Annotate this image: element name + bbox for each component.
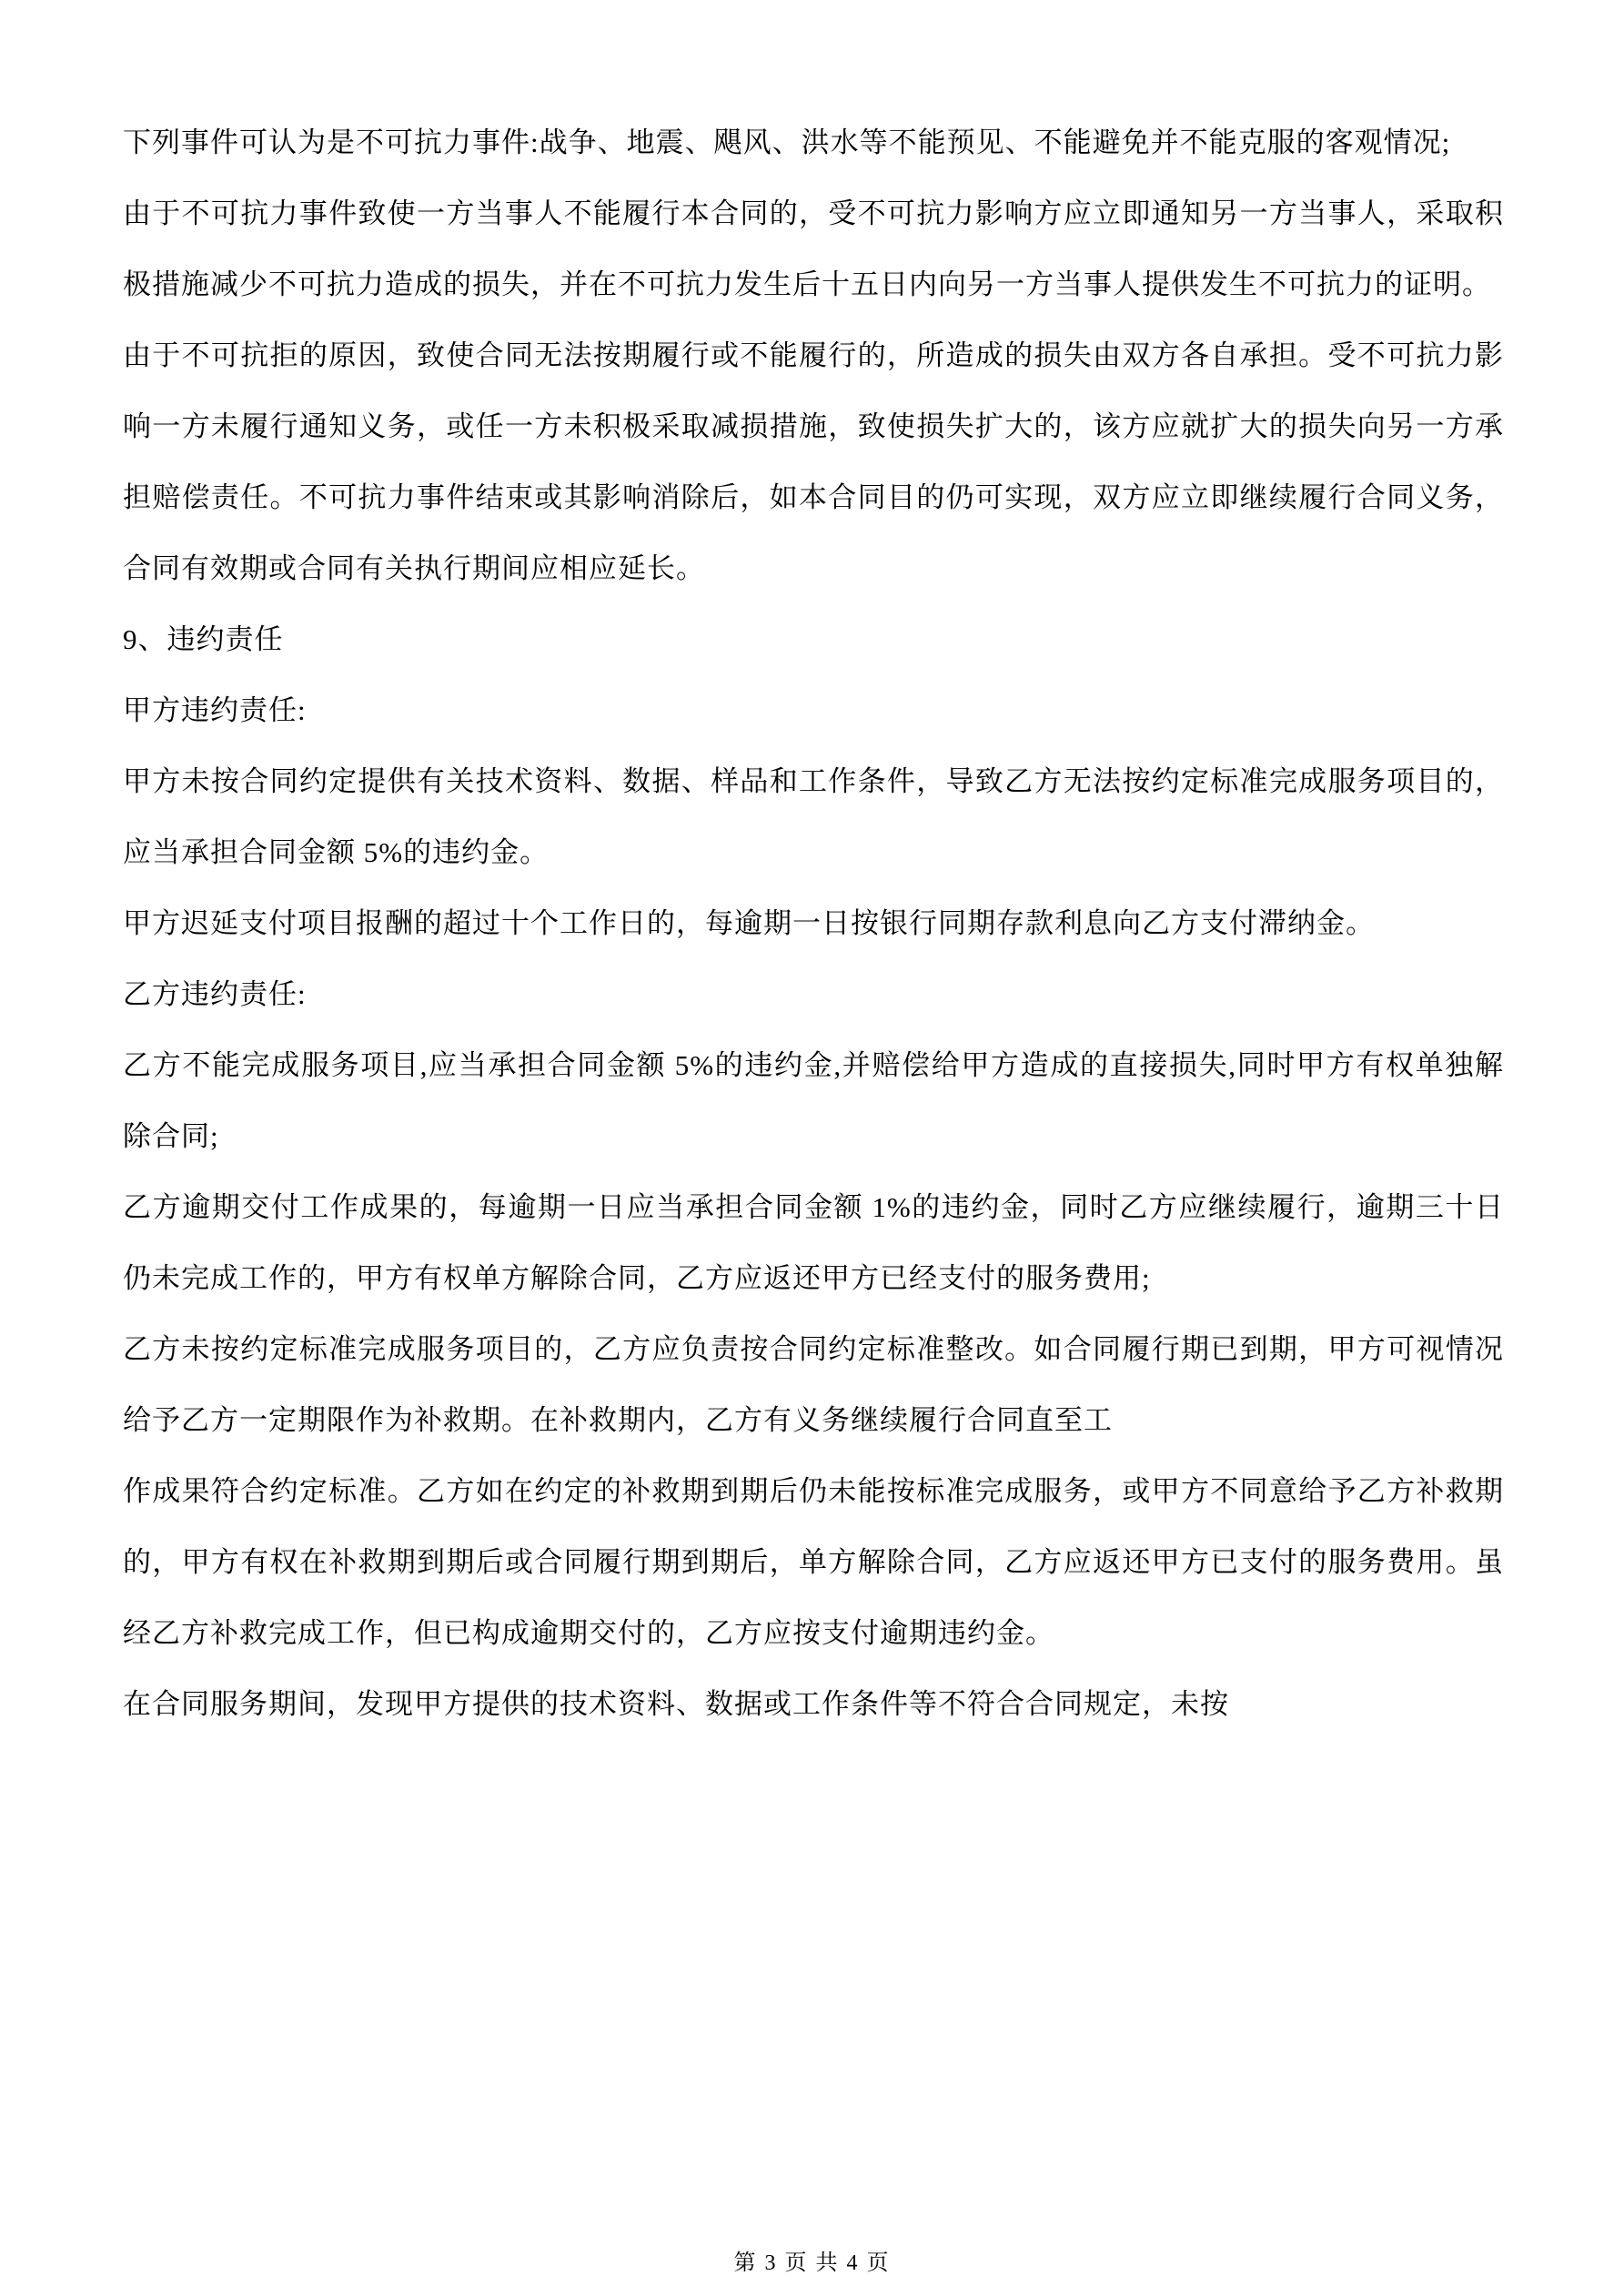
paragraph: 乙方不能完成服务项目,应当承担合同金额 5%的违约金,并赔偿给甲方造成的直接损失,同时甲方有权单独解除合同; bbox=[123, 1049, 1504, 1152]
paragraph: 乙方未按约定标准完成服务项目的，乙方应负责按合同约定标准整改。如合同履行期已到期，甲方可视情况给予乙方一定期限作为补救期。在补救期内，乙方有义务继续履行合同直至工 bbox=[123, 1333, 1504, 1436]
paragraph: 乙方逾期交付工作成果的，每逾期一日应当承担合同金额 1%的违约金，同时乙方应继续履行，逾期三十日仍未完成工作的，甲方有权单方解除合同，乙方应返还甲方已经支付的服务费用; bbox=[123, 1191, 1504, 1294]
paragraph: 在合同服务期间，发现甲方提供的技术资料、数据或工作条件等不符合合同规定，未按 bbox=[123, 1688, 1229, 1720]
paragraph: 乙方违约责任: bbox=[123, 978, 307, 1010]
paragraph: 9、违约责任 bbox=[123, 623, 284, 655]
paragraph: 由于不可抗拒的原因，致使合同无法按期履行或不能履行的，所造成的损失由双方各自承担。受不可抗力影响一方未履行通知义务，或任一方未积极采取减损措施，致使损失扩大的，该方应就扩大的损失向另一方承担赔偿责任。不可抗力事件结束或其影响消除后，如本合同目的仍可实现，双方应立即继续履行合同义务，合同有效期或合同有关执行期间应相应延长。 bbox=[123, 339, 1504, 584]
paragraph: 甲方未按合同约定提供有关技术资料、数据、样品和工作条件，导致乙方无法按约定标准完成服务项目的，应当承担合同金额 5%的违约金。 bbox=[123, 765, 1504, 868]
paragraph: 下列事件可认为是不可抗力事件:战争、地震、飓风、洪水等不能预见、不能避免并不能克服的客观情况; bbox=[123, 126, 1451, 158]
page-number-footer: 第 3 页 共 4 页 bbox=[733, 2251, 891, 2275]
paragraph: 由于不可抗力事件致使一方当事人不能履行本合同的，受不可抗力影响方应立即通知另一方当事人，采取积极措施减少不可抗力造成的损失，并在不可抗力发生后十五日内向另一方当事人提供发生不可抗力的证明。 bbox=[123, 197, 1504, 300]
paragraph: 甲方违约责任: bbox=[123, 694, 307, 726]
document-body bbox=[123, 107, 1504, 1740]
paragraph: 作成果符合约定标准。乙方如在约定的补救期到期后仍未能按标准完成服务，或甲方不同意给予乙方补救期的，甲方有权在补救期到期后或合同履行期到期后，单方解除合同，乙方应返还甲方已支付的服务费用。虽经乙方补救完成工作，但已构成逾期交付的，乙方应按支付逾期违约金。 bbox=[123, 1475, 1504, 1649]
paragraph: 甲方迟延支付项目报酬的超过十个工作日的，每逾期一日按银行同期存款利息向乙方支付滞纳金。 bbox=[123, 907, 1375, 939]
